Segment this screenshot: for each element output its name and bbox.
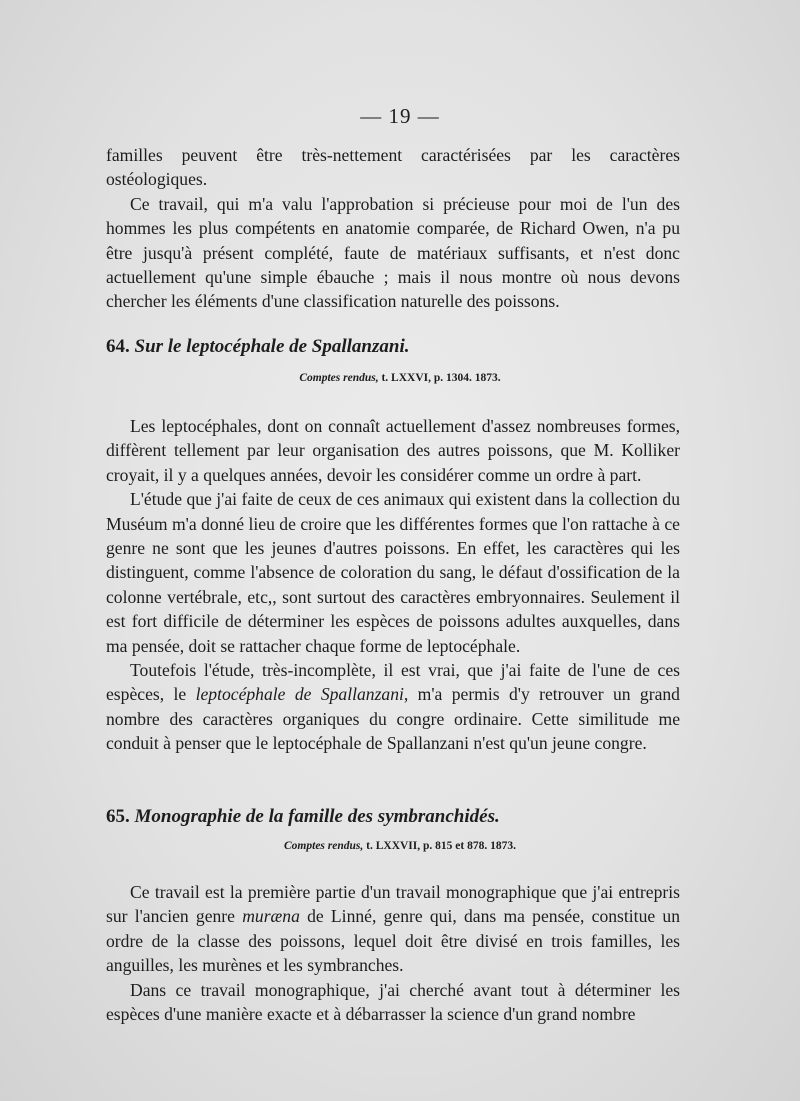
paragraph-dans-ce-travail: Dans ce travail monographique, j'ai cherché avant tout à déterminer les espèces d'une manière exacte et à débarrasser la science d'un grand nombre: [106, 979, 680, 1025]
opening-paragraphs: [106, 143, 680, 314]
section-64-ref-label: Comptes rendus,: [299, 372, 379, 384]
paragraph-continuation: familles peuvent être très-nettement caractérisées par les caractères ostéologiques.: [106, 145, 680, 190]
section-64-number: 64.: [106, 336, 130, 357]
para6-italic-genus: muræna: [242, 906, 300, 927]
section-64-title: Sur le leptocéphale de Spallanzani.: [134, 336, 410, 357]
section-65-number: 65.: [106, 806, 130, 827]
para5-text-end: , m'a permis d'y retrouver un grand nombre des caractères organiques du congre ordinaire. Cette similitude me conduit à penser que le leptocéphale de Spallanzani n'est qu'un jeune congre.: [106, 684, 680, 754]
paragraph-leptocephales: Les leptocéphales, dont on connaît actuellement d'assez nombreuses formes, diffèrent tellement par leur organisation des autres poissons, que M. Kolliker croyait, il y a quelques années, devoir les considérer comme un ordre à part.: [106, 416, 680, 485]
paragraph-toutefois: [106, 658, 680, 756]
section-65-body: [106, 880, 680, 1026]
para6-text-start: Ce travail est la première partie d'un travail monographique que j'ai entrepris sur l'ancien genre: [106, 882, 680, 927]
paragraph-etude-museum: L'étude que j'ai faite de ceux de ces animaux qui existent dans la collection du Muséum m'a donné lieu de croire que les différentes formes que l'on rattache à ce genre ne sont que les jeunes d'autres poissons. En effet, les caractères qui les distinguent, comme l'absence de coloration du sang, le défaut d'ossification de la colonne vertébrale, etc,, sont surtout des caractères embryonnaires. Seulement il est fort difficile de déterminer les espèces de poissons adultes auxquelles, dans ma pensée, doit se rattacher chaque forme de leptocéphale.: [106, 489, 680, 656]
para6-text-end: de Linné, genre qui, dans ma pensée, constitue un ordre de la classe des poissons, lequel doit être divisé en trois familles, les anguilles, les murènes et les symbranches.: [106, 906, 680, 976]
section-65-title: Monographie de la famille des symbranchidés.: [134, 806, 500, 827]
paragraph-monographique: [106, 880, 680, 978]
section-64-heading: [106, 336, 706, 358]
section-65-reference: [0, 840, 800, 852]
section-64-body: [106, 414, 680, 756]
section-65-ref-details: t. LXXVII, p. 815 et 878. 1873.: [366, 840, 516, 852]
section-65-heading: [106, 806, 706, 828]
section-64-reference: [0, 372, 800, 384]
para5-text-start: Toutefois l'étude, très-incomplète, il est vrai, que j'ai faite de l'une de ces espèces, le: [106, 660, 680, 705]
section-64-ref-details: t. LXXVI, p. 1304. 1873.: [381, 372, 501, 384]
paragraph-owen: Ce travail, qui m'a valu l'approbation si précieuse pour moi de l'un des hommes les plus compétents en anatomie comparée, de Richard Owen, n'a pu être jusqu'à présent complété, faute de matériaux suffisants, et n'est donc actuellement qu'une simple ébauche ; mais il nous montre où nous devons chercher les éléments d'une classification naturelle des poissons.: [106, 193, 680, 312]
para5-italic-species: leptocéphale de Spallanzani: [195, 684, 404, 705]
section-65-ref-label: Comptes rendus,: [284, 840, 364, 852]
page-number: — 19 —: [360, 104, 440, 128]
